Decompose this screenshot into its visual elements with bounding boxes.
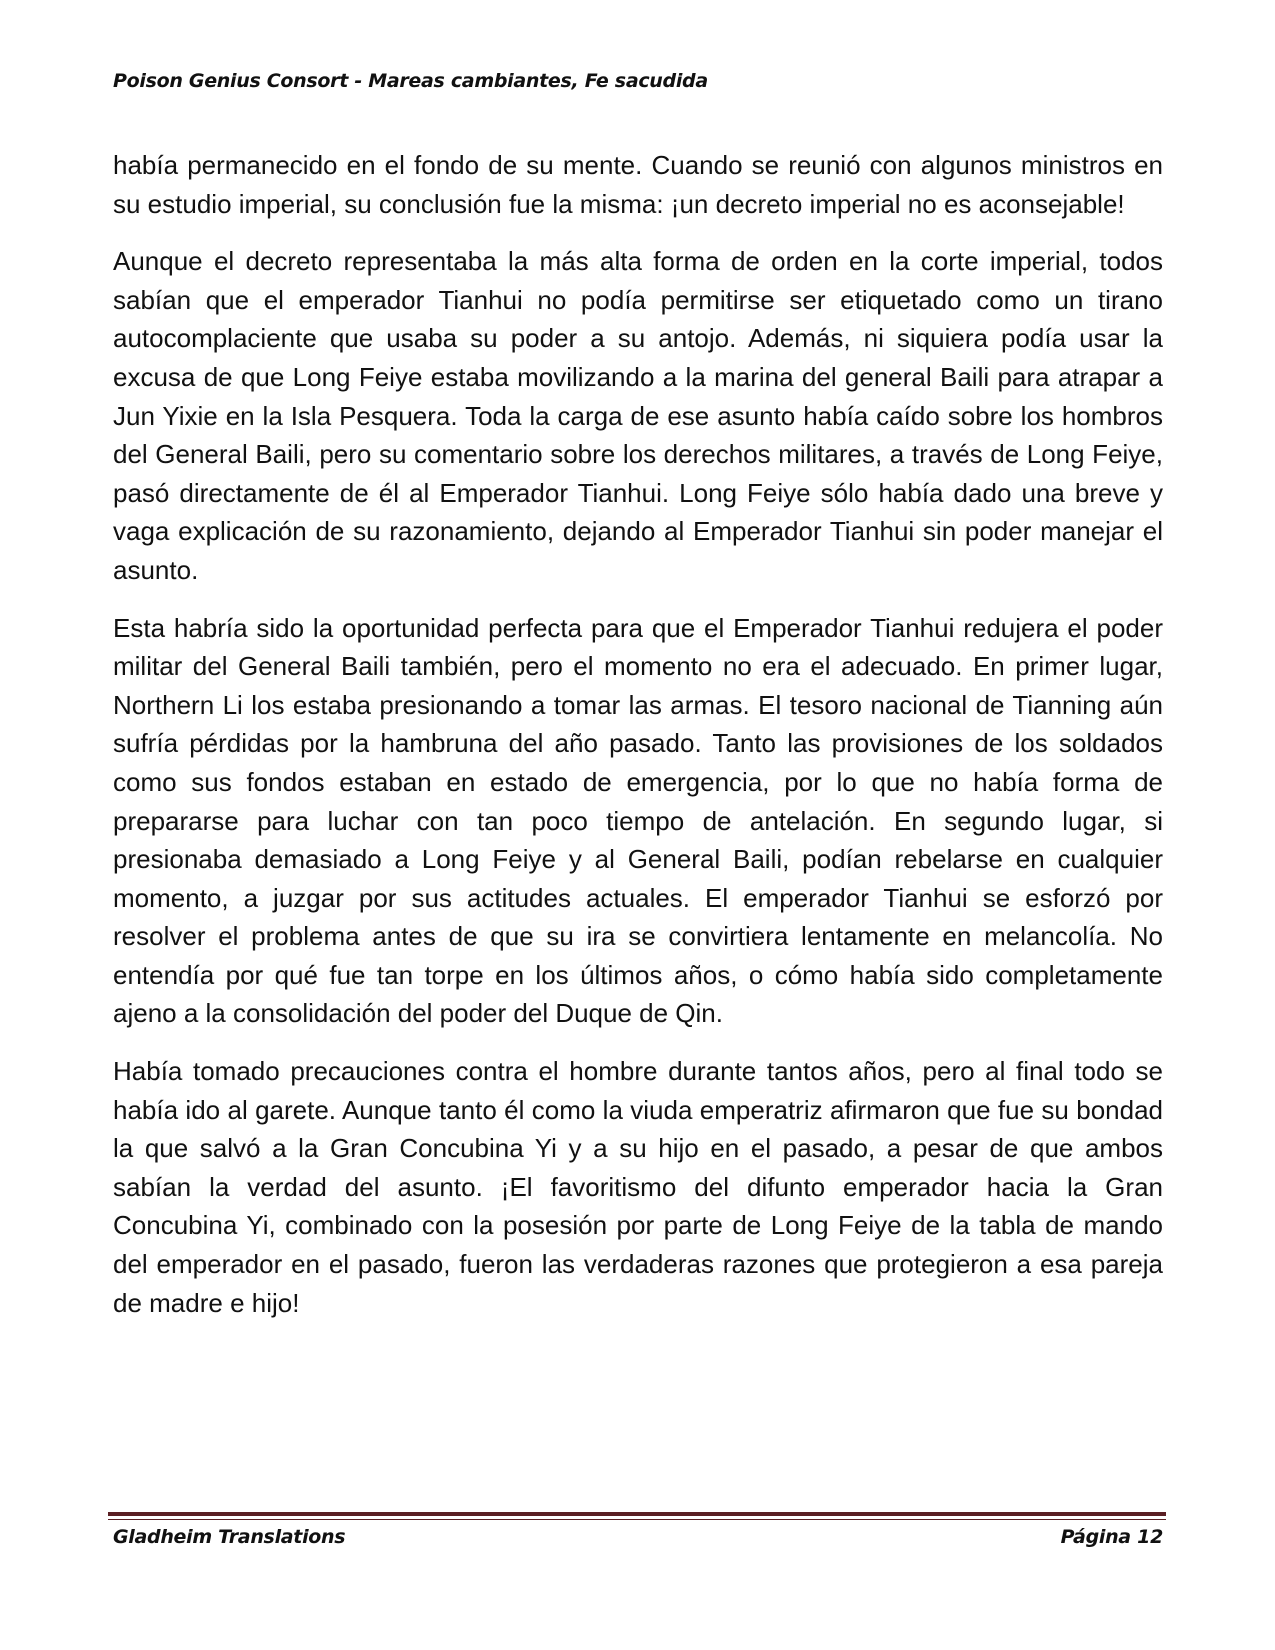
paragraph: Aunque el decreto representaba la más alta forma de orden en la corte imperial, todos sabían que el emperador Tianhui no podía permitirse ser etiquetado como un tirano autocomplaciente que usaba su poder a su antojo. Además, ni siquiera podía usar la excusa de que Long Feiye estaba movilizando a la marina del general Baili para atrapar a Jun Yixie en la Isla Pesquera. Toda la carga de ese asunto había caído sobre los hombros del General Baili, pero su comentario sobre los derechos militares, a través de Long Feiye, pasó directamente de él al Emperador Tianhui. Long Feiye sólo había dado una breve y vaga explicación de su razonamiento, dejando al Emperador Tianhui sin poder manejar el asunto. [113,246,1163,585]
footer-divider [108,1512,1166,1516]
footer-divider-thin [108,1519,1166,1520]
page-header-title: Poison Genius Consort - Mareas cambiantes, Fe sacudida [113,70,708,92]
paragraph: Había tomado precauciones contra el hombre durante tantos años, pero al final todo se había ido al garete. Aunque tanto él como la viuda emperatriz afirmaron que fue su bondad la que salvó a la Gran Concubina Yi y a su hijo en el pasado, a pesar de que ambos sabían la verdad del asunto. ¡El favoritismo del difunto emperador hacia la Gran Concubina Yi, combinado con la posesión por parte de Long Feiye de la tabla de mando del emperador en el pasado, fueron las verdaderas razones que protegieron a esa pareja de madre e hijo! [113,1056,1163,1318]
page-body [113,146,1163,1341]
paragraph: Esta habría sido la oportunidad perfecta para que el Emperador Tianhui redujera el poder militar del General Baili también, pero el momento no era el adecuado. En primer lugar, Northern Li los estaba presionando a tomar las armas. El tesoro nacional de Tianning aún sufría pérdidas por la hambruna del año pasado. Tanto las provisiones de los soldados como sus fondos estaban en estado de emergencia, por lo que no había forma de prepararse para luchar con tan poco tiempo de antelación. En segundo lugar, si presionaba demasiado a Long Feiye y al General Baili, podían rebelarse en cualquier momento, a juzgar por sus actitudes actuales. El emperador Tianhui se esforzó por resolver el problema antes de que su ira se convirtiera lentamente en melancolía. No entendía por qué fue tan torpe en los últimos años, o cómo había sido completamente ajeno a la consolidación del poder del Duque de Qin. [113,612,1163,1029]
paragraph: había permanecido en el fondo de su mente. Cuando se reunió con algunos ministros en su estudio imperial, su conclusión fue la misma: ¡un decreto imperial no es aconsejable! [113,150,1163,219]
footer-publisher: Gladheim Translations [113,1526,346,1548]
footer-page-number: Página 12 [1060,1526,1163,1548]
